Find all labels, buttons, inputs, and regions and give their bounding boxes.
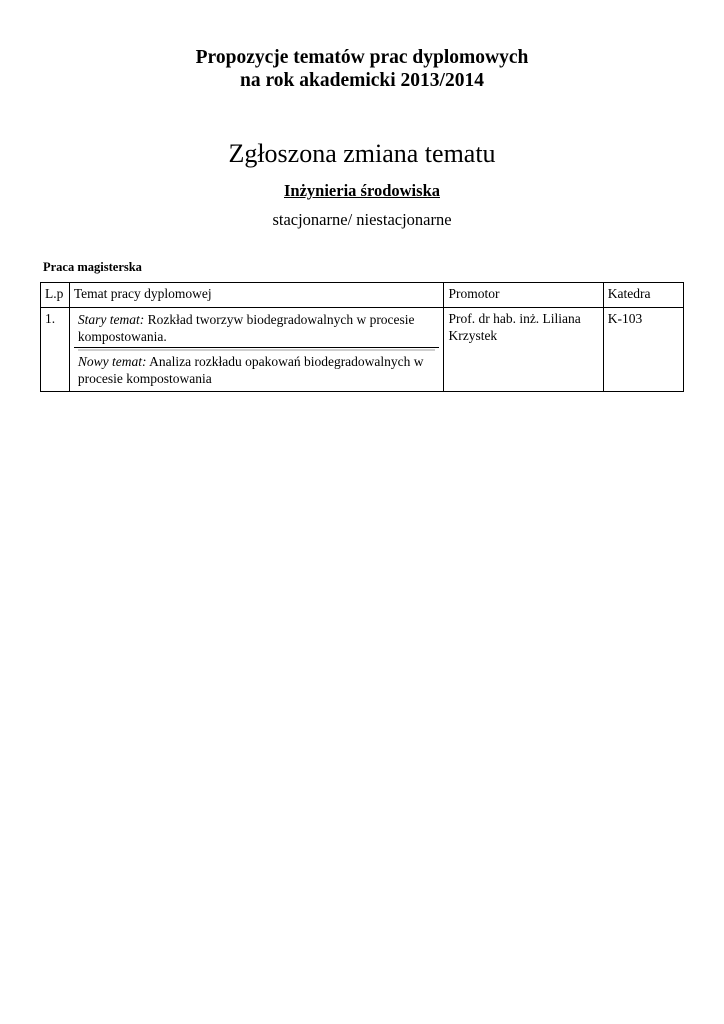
header-line-1: Propozycje tematów prac dyplomowych (195, 47, 529, 68)
column-header-katedra: Katedra (603, 283, 683, 308)
header-line-2: na rok akademicki 2013/2014 (240, 70, 484, 91)
page-title: Zgłoszona zmiana tematu (228, 139, 496, 168)
old-topic-label: Stary temat: (77, 312, 145, 327)
field-of-study: Inżynieria środowiska (283, 181, 440, 200)
study-mode: stacjonarne/ niestacjonarne (272, 210, 452, 229)
katedra-cell: K-103 (603, 308, 683, 392)
column-header-lp: L.p (41, 283, 70, 308)
old-topic-text: Rozkład tworzyw biodegradowalnych w procesie kompostowania. (77, 312, 415, 344)
row-number: 1. (41, 308, 70, 392)
new-topic (74, 351, 440, 389)
new-topic-label: Nowy temat: (77, 354, 147, 369)
section-label: Praca magisterska (43, 260, 142, 274)
column-header-promotor: Promotor (444, 283, 603, 308)
table-header-row (41, 283, 684, 308)
promotor-cell: Prof. dr hab. inż. Liliana Krzystek (444, 308, 603, 392)
topic-cell (69, 308, 444, 392)
table-row (41, 308, 684, 392)
topics-table (40, 282, 684, 392)
old-topic (74, 310, 440, 348)
new-topic-text: Analiza rozkładu opakowań biodegradowalnych w procesie kompostowania (77, 354, 424, 386)
column-header-topic: Temat pracy dyplomowej (69, 283, 444, 308)
